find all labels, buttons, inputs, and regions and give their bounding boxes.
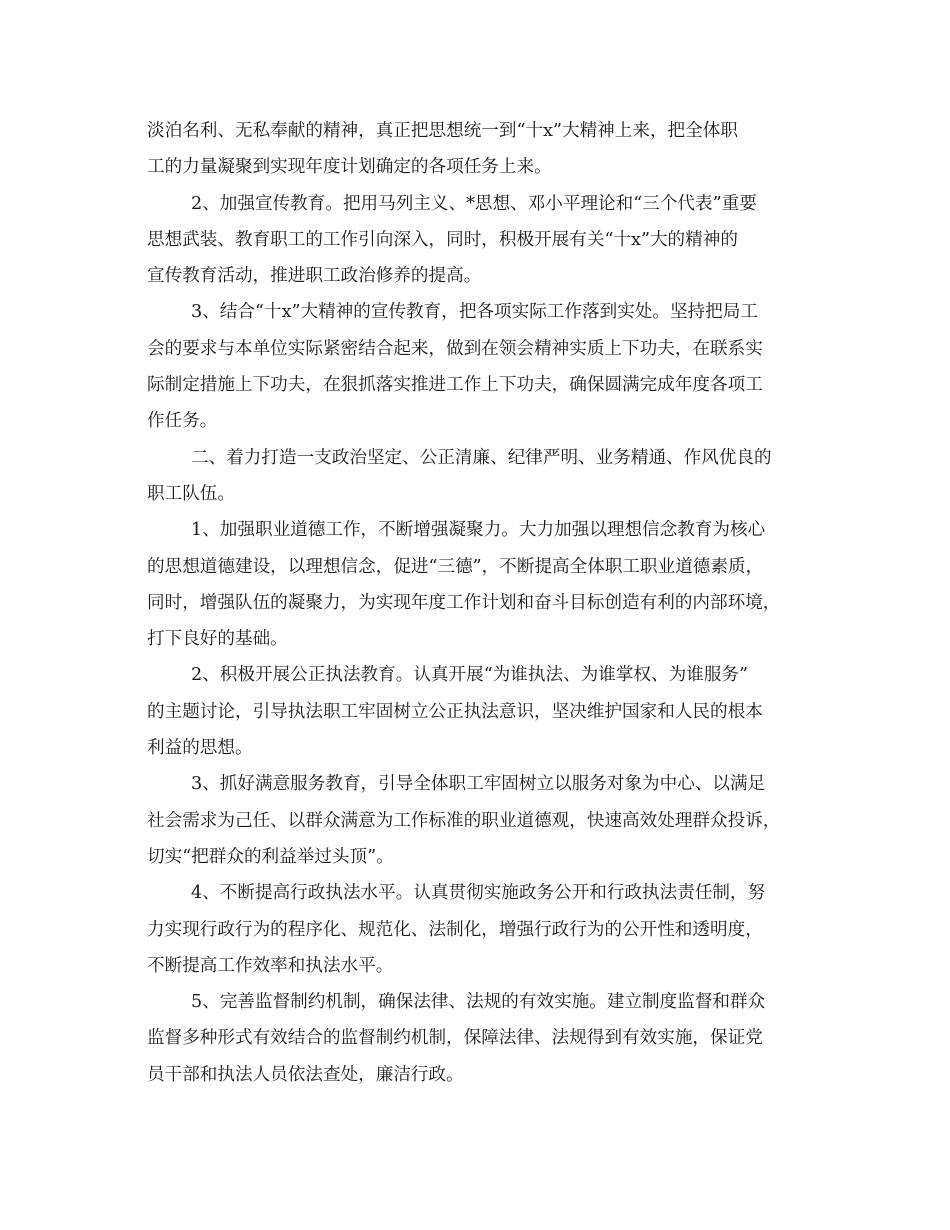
- text-line: 2、加强宣传教育。把用马列主义、*思想、邓小平理论和“三个代表”重要: [191, 193, 757, 214]
- text-line: 工的力量凝聚到实现年度计划确定的各项任务上来。: [147, 157, 552, 178]
- text-line: 淡泊名利、无私奉献的精神，真正把思想统一到“十x”大精神上来，把全体职: [147, 121, 738, 141]
- text-line: 3、抓好满意服务教育，引导全体职工牢固树立以服务对象为中心、以满足: [191, 774, 766, 795]
- text-line: 3、结合“十x”大精神的宣传教育，把各项实际工作落到实处。坚持把局工: [191, 302, 758, 323]
- text-line: 1、加强职业道德工作，不断增强凝聚力。大力加强以理想信念教育为核心: [191, 520, 766, 541]
- text-line: 切实“把群众的利益举过头顶”。: [147, 846, 394, 867]
- paragraph: [147, 657, 807, 766]
- paragraph: [147, 440, 807, 513]
- paragraph: [147, 984, 807, 1093]
- text-line: 的思想道德建设，以理想信念，促进“三德”，不断提高全体职工职业道德素质，: [147, 556, 764, 577]
- document-body: [147, 113, 807, 1093]
- text-line: 不断提高工作效率和执法水平。: [147, 955, 394, 976]
- text-line: 宣传教育活动，推进职工政治修养的提高。: [147, 266, 482, 287]
- text-line: 5、完善监督制约机制，确保法律、法规的有效实施。建立制度监督和群众: [191, 992, 766, 1013]
- text-line: 职工队伍。: [147, 483, 235, 504]
- paragraph: [147, 512, 807, 657]
- text-line: 际制定措施上下功夫，在狠抓落实推进工作上下功夫，确保圆满完成年度各项工: [147, 375, 763, 396]
- text-line: 的主题讨论，引导执法职工牢固树立公正执法意识，坚决维护国家和人民的根本: [147, 701, 763, 722]
- text-line: 作任务。: [147, 411, 218, 432]
- paragraph: [147, 294, 807, 439]
- text-line: 社会需求为己任、以群众满意为工作标准的职业道德观，快速高效处理群众投诉，: [147, 810, 781, 831]
- paragraph: [147, 113, 807, 186]
- text-line: 打下良好的基础。: [147, 629, 288, 650]
- text-line: 思想武装、教育职工的工作引向深入，同时，积极开展有关“十x”大的精神的: [147, 229, 738, 250]
- text-line: 会的要求与本单位实际紧密结合起来，做到在领会精神实质上下功夫，在联系实: [147, 338, 763, 359]
- text-line: 监督多种形式有效结合的监督制约机制，保障法律、法规得到有效实施，保证党: [147, 1028, 763, 1049]
- text-line: 二、着力打造一支政治坚定、公正清廉、纪律严明、业务精通、作风优良的: [191, 447, 772, 468]
- text-line: 4、不断提高行政执法水平。认真贯彻实施政务公开和行政执法责任制，努: [191, 883, 766, 904]
- paragraph: [147, 766, 807, 875]
- paragraph: [147, 186, 807, 295]
- text-line: 力实现行政行为的程序化、规范化、法制化，增强行政行为的公开性和透明度，: [147, 919, 763, 940]
- text-line: 利益的思想。: [147, 738, 253, 759]
- text-line: 2、积极开展公正执法教育。认真开展“为谁执法、为谁掌权、为谁服务”: [191, 665, 748, 686]
- text-line: 员干部和执法人员依法查处，廉洁行政。: [147, 1064, 464, 1085]
- paragraph: [147, 875, 807, 984]
- text-line: 同时，增强队伍的凝聚力，为实现年度工作计划和奋斗目标创造有利的内部环境，: [147, 592, 781, 613]
